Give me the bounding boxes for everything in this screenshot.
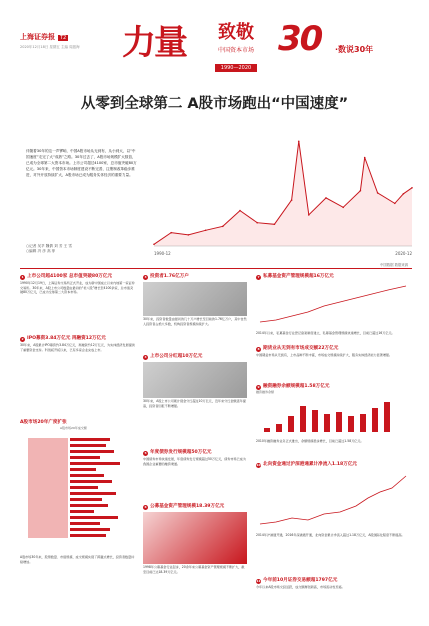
hero-years: 1990—2020 xyxy=(215,64,257,72)
masthead-date: 2020年12月18日 星期五 主编 周振海 xyxy=(20,45,80,49)
section-title: 年度债券发行规模超50万亿元 xyxy=(150,450,212,455)
index-point xyxy=(411,187,413,189)
people-photo xyxy=(143,282,247,316)
section-3 xyxy=(143,274,247,326)
index-point xyxy=(360,190,362,192)
index-point xyxy=(377,192,379,194)
section-body: 今年以来A股市场交投活跃，成交额屡创新高，市场流动性充裕。 xyxy=(256,585,345,589)
section-title: A股市场20年广度扩张 xyxy=(20,420,67,425)
section-divider xyxy=(20,268,412,269)
index-point xyxy=(153,243,155,245)
section-8 xyxy=(256,346,412,358)
index-line-chart xyxy=(148,130,418,258)
section-body: 1990年12月19日，上海证券交易所正式开业，成为新中国成立以来内地第一家证券交易所。30年来，A股上市公司数量由最初的“老八股”增长至4100余家，总市值突破80万亿元，已成为全球第二大资本市场。 xyxy=(20,281,135,295)
hero-series-label: ·数说30年 xyxy=(335,45,374,54)
x-tick-label: 2020-12 xyxy=(395,251,412,256)
section-body: 2014年以来，私募基金行业登记备案制度建立，私募基金管理规模快速增长，目前已超过16万亿元。 xyxy=(256,331,395,335)
hero-left-title: 力量 xyxy=(122,23,186,63)
page-headline: 从零到全球第二 A股市场跑出“中国速度” xyxy=(80,96,349,112)
section-11 xyxy=(256,578,412,590)
section-4 xyxy=(143,354,247,408)
section-number: 5 xyxy=(144,450,147,455)
index-area xyxy=(154,141,412,246)
section-body: 中国期货市场从无到有，上市品种不断丰富，市场成交规模持续扩大，服务实体经济能力显著增强。 xyxy=(256,353,393,357)
margin-financing-chart xyxy=(256,394,412,434)
northbound-flow-chart xyxy=(256,468,412,528)
hero-title: 致敬 xyxy=(218,22,254,43)
section-1 xyxy=(20,274,136,295)
section-title: 期货业从无到有市场成交额22万亿元 xyxy=(263,346,339,351)
section-body: A股市场30年来，股票数量、市值规模、成交规模实现了跨越式增长，投资者数量持续增加。 xyxy=(20,555,135,564)
section-5 xyxy=(143,450,247,466)
hero-center xyxy=(196,24,276,73)
credit-reporters: ○记者 吴芊 魏倩 刘 芳 王 雪 xyxy=(26,244,72,248)
index-point xyxy=(239,210,241,212)
section-number: 9 xyxy=(257,384,260,389)
section-9 xyxy=(256,384,412,444)
index-point xyxy=(274,223,276,225)
chart-source: 中国数据 数据来源 xyxy=(380,263,409,267)
index-point xyxy=(403,193,405,195)
section-10 xyxy=(256,462,412,538)
section-body: 30年来，投资者数量由最初的几十万户增长至目前的1.76亿万户，其中自然人投资者占绝大多数，机构投资者规模持续扩大。 xyxy=(143,317,247,326)
section-body: 中国债券市场快速发展，年度债券发行规模超过50万亿元，债券市场已成为我国企业重要的融资渠道。 xyxy=(143,457,246,466)
index-point xyxy=(308,214,310,216)
coins-photo xyxy=(143,362,247,398)
section-body: 2014年沪港通开通，2016年深港通开通，北向资金累计净流入超过1.18万亿元，A股国际化程度不断提高。 xyxy=(256,533,405,537)
index-point xyxy=(256,222,258,224)
section-2 xyxy=(20,336,136,352)
index-point xyxy=(394,203,396,205)
section-number: 10 xyxy=(256,462,261,467)
section-title: 公募基金资产管理规模18.39万亿元 xyxy=(150,504,225,509)
x-tick-label: 1990-12 xyxy=(154,251,171,256)
credit-editors: ○编辑 冯 彦 高 菲 xyxy=(26,249,56,253)
index-point xyxy=(325,197,327,199)
index-point xyxy=(291,199,293,201)
index-point xyxy=(298,140,300,142)
section-number: 6 xyxy=(144,504,147,509)
hero-subtitle: 中国资本市场 xyxy=(217,47,254,54)
section-6 xyxy=(143,504,247,574)
figure-caption: 融资融券余额 xyxy=(256,390,275,394)
index-point xyxy=(170,232,172,234)
section-body: 30年来，A股累计IPO募资约3.84万亿元，再融资约12万亿元，为实体经济发展提供了重要资金支持。科创板开板以来，已有多家企业完成上市。 xyxy=(20,343,135,352)
section-title: 上市公司分红超10万亿元 xyxy=(150,354,203,359)
intro-credits xyxy=(26,244,72,254)
section-number: 4 xyxy=(144,354,147,359)
fund-photo xyxy=(143,512,247,564)
section-number: 1 xyxy=(21,274,24,279)
index-point xyxy=(222,226,224,228)
section-7 xyxy=(256,274,412,336)
section-number: 3 xyxy=(144,274,147,279)
section-title: IPO募资3.84万亿元 再融资12万亿元 xyxy=(27,336,106,341)
section-number: 2 xyxy=(21,336,24,341)
section-title: 北向资金通过沪深港通累计净流入1.18万亿元 xyxy=(263,462,358,467)
index-point xyxy=(342,207,344,209)
bar-chart-figure xyxy=(20,430,136,550)
index-point xyxy=(364,157,366,159)
section-title: 投资者1.76亿万户 xyxy=(150,274,189,279)
intro-paragraph: 伴随着30年的这一声锣响，中国A股市场从无到有，从小到大，以“中国速度”走完了大“成熟”之路。30年过去了，A股市场规模扩大数倍，已成为全球第二大资本市场。上市公司超过4100家，总市值突破80万亿元。30年来，中国资本市场制度建设不断完善，注册制改革稳步推进，对外开放持续扩大，A股市场已成为服务实体经济的重要力量。 xyxy=(26,149,137,177)
section-body: 2010年融资融券业务正式推出，余额规模稳步增长，目前已超过1.58万亿元。 xyxy=(256,439,364,443)
section-number: 8 xyxy=(257,346,260,351)
section-2b xyxy=(20,420,136,564)
section-title: 私募基金资产管理规模超16万亿元 xyxy=(263,274,334,279)
section-title: 融资融券余额规模超1.58万亿元 xyxy=(263,384,330,389)
masthead-logo: 上海证券报 xyxy=(20,32,55,41)
index-point xyxy=(188,234,190,236)
section-number: 7 xyxy=(257,274,260,279)
section-title: 上市公司超4100家 总市值突破80万亿元 xyxy=(27,274,113,279)
section-title: 今年前10月证券交易额超1797亿元 xyxy=(263,578,338,583)
page-badge: T2 xyxy=(60,35,67,41)
section-body: 30年来，A股上市公司累计现金分红超过10万亿元，近年来分红金额逐年提高，投资者回报不断增强。 xyxy=(143,399,246,408)
figure-caption: A股市场20年成交额 xyxy=(60,426,87,430)
section-body: 1998年公募基金行业起步，20余年来公募基金资产管理规模不断扩大，截至目前已达18.39万亿元。 xyxy=(143,565,245,574)
section-number: 11 xyxy=(256,578,261,583)
index-point xyxy=(205,229,207,231)
private-fund-chart xyxy=(256,280,412,326)
hero-30: 30 xyxy=(278,19,322,59)
